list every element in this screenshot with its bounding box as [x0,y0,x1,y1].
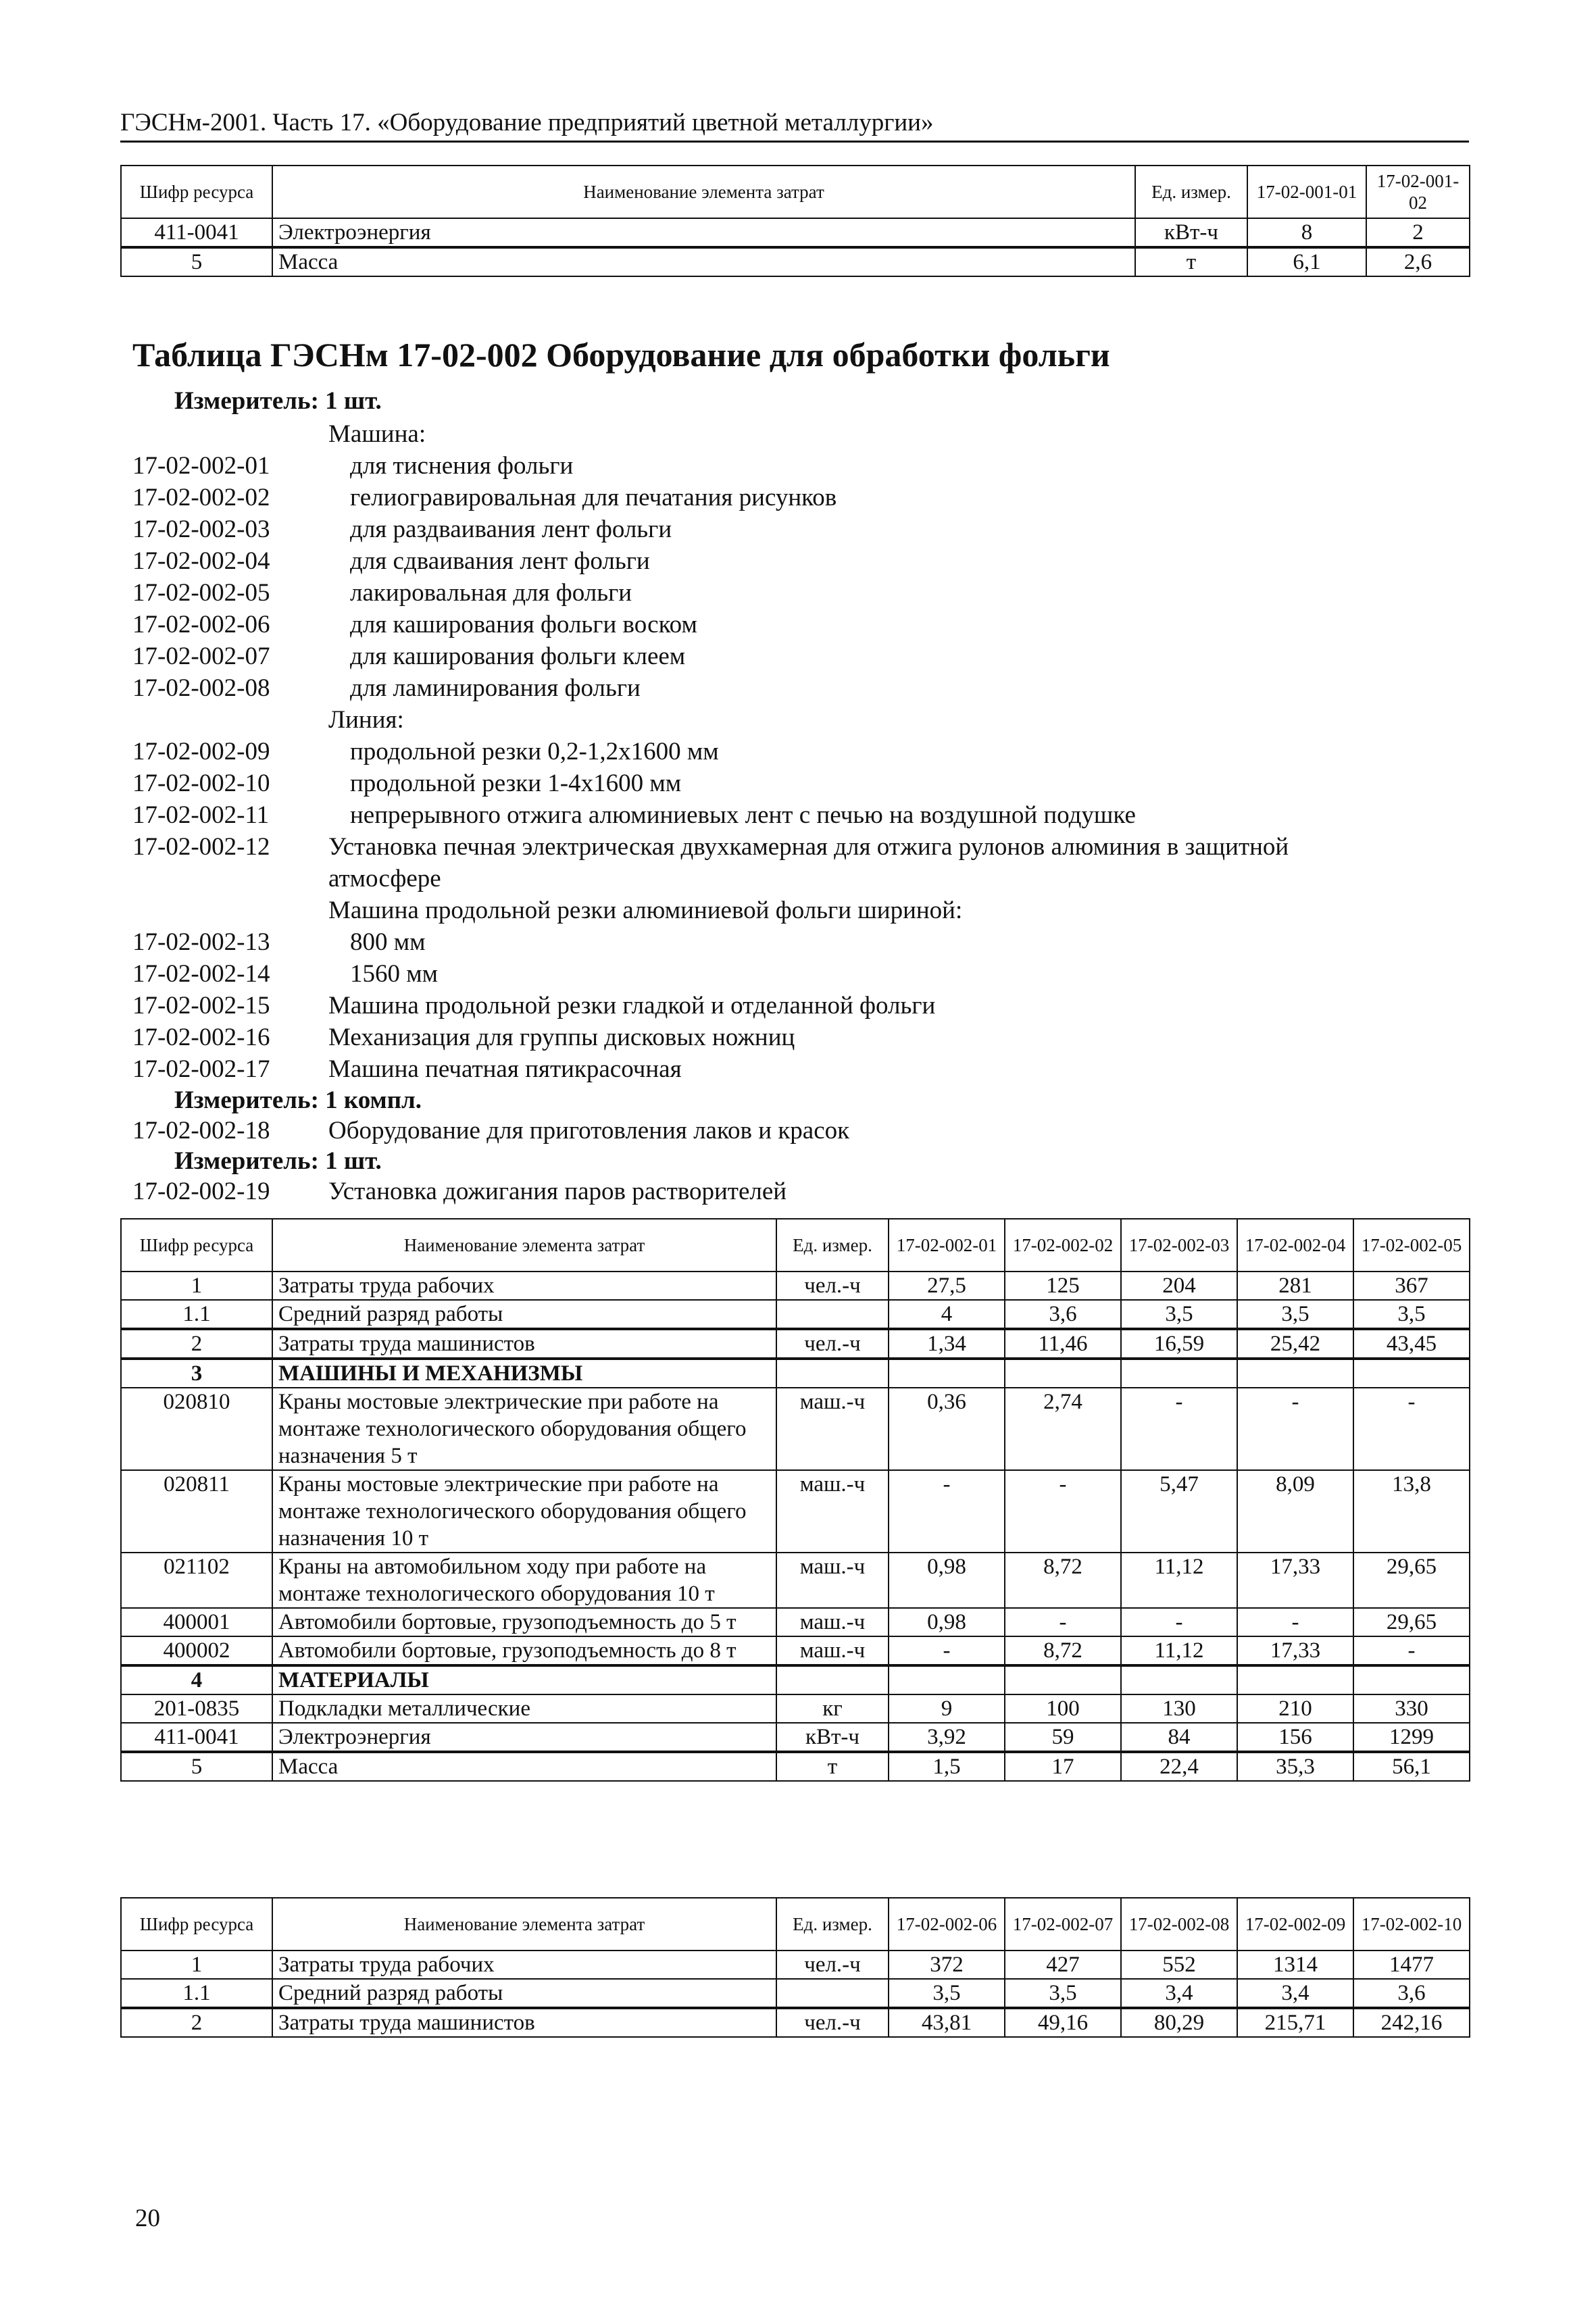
item-code: 17-02-002-01 [132,452,270,480]
cell-value: 25,42 [1237,1329,1353,1359]
col-header-code: Шифр ресурса [121,166,272,218]
cell-name: Электроэнергия [272,1723,776,1752]
cell-value: 35,3 [1237,1752,1353,1781]
item-text: для каширования фольги клеем [350,643,686,670]
table-row [121,247,1470,276]
cell-code: 1.1 [121,1979,272,2008]
item-code: 17-02-002-12 [132,833,270,861]
item-text: продольной резки 1-4х1600 мм [350,770,682,797]
cell-value: 11,46 [1005,1329,1121,1359]
cell-code: 5 [121,247,272,276]
cell-name: Автомобили бортовые, грузоподъемность до 8 т [272,1636,776,1665]
item-text: 1560 мм [350,960,439,988]
cell-value: 80,29 [1121,2008,1237,2037]
item-code: 17-02-002-19 [132,1178,270,1205]
cell-name: Масса [272,1752,776,1781]
col-header-unit: Ед. измер. [776,1898,889,1951]
item-code: 17-02-002-05 [132,579,270,607]
cell-name: Краны мостовые электрические при работе на монтаже технологического оборудования общего назначения 5 т [272,1388,776,1470]
item-text: Линия: [328,706,404,734]
col-header-norm: 17-02-002-05 [1353,1219,1470,1272]
col-header-norm: 17-02-002-04 [1237,1219,1353,1272]
col-header-norm: 17-02-002-07 [1005,1898,1121,1951]
cell-value: 1,34 [889,1329,1005,1359]
cell-name: Средний разряд работы [272,1979,776,2008]
item-code: 17-02-002-09 [132,738,270,765]
cell-value: - [1237,1388,1353,1470]
meter-label: Измеритель: 1 шт. [174,1147,382,1175]
cell-value: 17,33 [1237,1553,1353,1608]
cell-code: 411-0041 [121,218,272,247]
table-section-row [121,1665,1470,1694]
cell-value: 27,5 [889,1272,1005,1300]
cell-unit: маш.-ч [776,1608,889,1636]
cell-value: 1314 [1237,1951,1353,1979]
item-text: для раздваивания лент фольги [350,515,672,543]
cell-value: 210 [1237,1694,1353,1723]
cell-empty [1121,1665,1237,1694]
cell-code: 2 [121,2008,272,2037]
table-row [121,218,1470,247]
cell-value: 13,8 [1353,1470,1470,1553]
col-header-name: Наименование элемента затрат [272,166,1135,218]
cell-code: 1.1 [121,1300,272,1329]
cell-unit [776,1979,889,2008]
cell-value: 100 [1005,1694,1121,1723]
cell-empty [1237,1665,1353,1694]
table-row [121,1300,1470,1329]
cell-empty [889,1665,1005,1694]
cell-name: Затраты труда рабочих [272,1951,776,1979]
cell-value: - [1005,1608,1121,1636]
col-header-unit: Ед. измер. [776,1219,889,1272]
cell-code: 400001 [121,1608,272,1636]
cell-value: 3,92 [889,1723,1005,1752]
cell-value: 29,65 [1353,1553,1470,1608]
item-text: продольной резки 0,2-1,2х1600 мм [350,738,719,765]
cell-unit: маш.-ч [776,1388,889,1470]
header-rule [120,141,1469,143]
col-header-unit: Ед. измер. [1135,166,1247,218]
cell-code: 021102 [121,1553,272,1608]
col-header-norm: 17-02-001-01 [1247,166,1366,218]
section-title: МАТЕРИАЛЫ [272,1665,776,1694]
table-row [121,1553,1470,1608]
cell-value: 330 [1353,1694,1470,1723]
cell-empty [1353,1359,1470,1388]
cell-value: 367 [1353,1272,1470,1300]
item-code: 17-02-002-14 [132,960,270,988]
cell-unit: маш.-ч [776,1470,889,1553]
col-header-norm: 17-02-002-10 [1353,1898,1470,1951]
table-continuation [120,165,1470,277]
cell-value: - [1121,1388,1237,1470]
cell-unit: кВт-ч [1135,218,1247,247]
cell-empty [1353,1665,1470,1694]
cell-value: 8 [1247,218,1366,247]
item-code: 17-02-002-03 [132,515,270,543]
table-row [121,1608,1470,1636]
cell-empty [889,1359,1005,1388]
item-text: Установка дожигания паров растворителей [328,1178,787,1205]
cell-empty [1005,1359,1121,1388]
cell-value: 3,6 [1353,1979,1470,2008]
table-row [121,1752,1470,1781]
meter-label: Измеритель: 1 компл. [174,1086,422,1114]
cell-value: 3,5 [1005,1979,1121,2008]
item-code: 17-02-002-06 [132,611,270,638]
col-header-norm: 17-02-002-09 [1237,1898,1353,1951]
cell-empty [776,1665,889,1694]
cell-value: 125 [1005,1272,1121,1300]
item-text: Машина: [328,420,426,448]
cell-value: 17 [1005,1752,1121,1781]
cell-value: 5,47 [1121,1470,1237,1553]
item-code: 17-02-002-13 [132,928,270,956]
cell-value: 22,4 [1121,1752,1237,1781]
col-header-norm: 17-02-002-08 [1121,1898,1237,1951]
col-header-code: Шифр ресурса [121,1898,272,1951]
item-code: 17-02-002-02 [132,484,270,511]
cell-value: 6,1 [1247,247,1366,276]
col-header-code: Шифр ресурса [121,1219,272,1272]
cell-value: 3,5 [1121,1300,1237,1329]
item-text: для сдваивания лент фольги [350,547,650,575]
cell-value: 242,16 [1353,2008,1470,2037]
item-code: 17-02-002-17 [132,1055,270,1083]
table-row [121,1329,1470,1359]
item-code: 17-02-002-18 [132,1117,270,1145]
item-text: гелиогравировальная для печатания рисунков [350,484,837,511]
cell-name: Электроэнергия [272,218,1135,247]
item-text: лакировальная для фольги [350,579,632,607]
col-header-norm: 17-02-002-01 [889,1219,1005,1272]
cell-unit: кВт-ч [776,1723,889,1752]
cell-name: Масса [272,247,1135,276]
col-header-name: Наименование элемента затрат [272,1219,776,1272]
cell-unit: т [1135,247,1247,276]
cell-value: 16,59 [1121,1329,1237,1359]
cell-value: 11,12 [1121,1553,1237,1608]
item-text: 800 мм [350,928,426,956]
cell-value: 3,5 [1237,1300,1353,1329]
table-section-row [121,1359,1470,1388]
item-code: 17-02-002-11 [132,801,270,829]
cell-value: 372 [889,1951,1005,1979]
col-header-norm: 17-02-002-06 [889,1898,1005,1951]
cell-code: 020810 [121,1388,272,1470]
item-text: Оборудование для приготовления лаков и красок [328,1117,850,1145]
cell-value: 11,12 [1121,1636,1237,1665]
cell-code: 1 [121,1272,272,1300]
cell-value: - [1353,1636,1470,1665]
table-row [121,1694,1470,1723]
cell-value: - [1237,1608,1353,1636]
cell-value: 1477 [1353,1951,1470,1979]
cell-value: - [889,1470,1005,1553]
cell-empty [1005,1665,1121,1694]
item-code: 17-02-002-15 [132,992,270,1020]
item-text: Машина продольной резки алюминиевой фольги шириной: [328,897,963,924]
cell-name: Подкладки металлические [272,1694,776,1723]
section-title: МАШИНЫ И МЕХАНИЗМЫ [272,1359,776,1388]
cell-code: 5 [121,1752,272,1781]
cell-name: Средний разряд работы [272,1300,776,1329]
item-text: Машина продольной резки гладкой и отделанной фольги [328,992,936,1020]
item-text: непрерывного отжига алюминиевых лент с печью на воздушной подушке [350,801,1136,829]
table-row [121,1979,1470,2008]
cell-value: 2,74 [1005,1388,1121,1470]
resources-table-1 [120,1218,1470,1782]
cell-value: 0,36 [889,1388,1005,1470]
cell-value: 3,6 [1005,1300,1121,1329]
cell-value: 0,98 [889,1553,1005,1608]
cell-value: 281 [1237,1272,1353,1300]
item-code: 17-02-002-10 [132,770,270,797]
item-text: для ламинирования фольги [350,674,641,702]
cell-value: 4 [889,1300,1005,1329]
cell-value: 8,09 [1237,1470,1353,1553]
cell-value: 0,98 [889,1608,1005,1636]
item-text: Машина печатная пятикрасочная [328,1055,682,1083]
cell-name: Автомобили бортовые, грузоподъемность до 5 т [272,1608,776,1636]
cell-unit: маш.-ч [776,1553,889,1608]
cell-value: - [1353,1388,1470,1470]
cell-code: 2 [121,1329,272,1359]
running-header: ГЭСНм-2001. Часть 17. «Оборудование предприятий цветной металлургии» [120,109,934,136]
table-row [121,2008,1470,2037]
col-header-name: Наименование элемента затрат [272,1898,776,1951]
col-header-norm: 17-02-002-02 [1005,1219,1121,1272]
cell-name: Краны мостовые электрические при работе на монтаже технологического оборудования общего назначения 10 т [272,1470,776,1553]
cell-unit: чел.-ч [776,1951,889,1979]
cell-value: 8,72 [1005,1636,1121,1665]
cell-empty [776,1359,889,1388]
cell-code: 020811 [121,1470,272,1553]
cell-value: - [1121,1608,1237,1636]
cell-value: 204 [1121,1272,1237,1300]
col-header-norm: 17-02-001-02 [1366,166,1470,218]
item-text: Механизация для группы дисковых ножниц [328,1024,795,1051]
cell-code: 411-0041 [121,1723,272,1752]
cell-value: - [1005,1470,1121,1553]
item-text: для тиснения фольги [350,452,574,480]
cell-empty [1237,1359,1353,1388]
item-code: 17-02-002-04 [132,547,270,575]
cell-value: 3,4 [1121,1979,1237,2008]
cell-value: 8,72 [1005,1553,1121,1608]
cell-unit [776,1300,889,1329]
table-row [121,1951,1470,1979]
item-text: для каширования фольги воском [350,611,697,638]
cell-value: 2,6 [1366,247,1470,276]
table-row [121,1723,1470,1752]
table-row [121,1388,1470,1470]
cell-name: Затраты труда машинистов [272,2008,776,2037]
table-row [121,1272,1470,1300]
cell-value: 29,65 [1353,1608,1470,1636]
cell-unit: кг [776,1694,889,1723]
page-number: 20 [135,2205,160,2232]
cell-value: 3,4 [1237,1979,1353,2008]
cell-value: 9 [889,1694,1005,1723]
cell-value: 43,45 [1353,1329,1470,1359]
cell-name: Краны на автомобильном ходу при работе на монтаже технологического оборудования 10 т [272,1553,776,1608]
cell-code: 201-0835 [121,1694,272,1723]
item-text: атмосфере [328,865,441,892]
item-code: 17-02-002-08 [132,674,270,702]
cell-value: 552 [1121,1951,1237,1979]
cell-value: 215,71 [1237,2008,1353,2037]
cell-code: 3 [121,1359,272,1388]
resources-table-2 [120,1897,1470,2038]
item-text: Установка печная электрическая двухкамерная для отжига рулонов алюминия в защитной [328,833,1289,861]
cell-value: 49,16 [1005,2008,1121,2037]
cell-value: 156 [1237,1723,1353,1752]
cell-value: 3,5 [889,1979,1005,2008]
table-row [121,1636,1470,1665]
item-code: 17-02-002-07 [132,643,270,670]
cell-code: 1 [121,1951,272,1979]
cell-value: 84 [1121,1723,1237,1752]
cell-code: 400002 [121,1636,272,1665]
col-header-norm: 17-02-002-03 [1121,1219,1237,1272]
cell-code: 4 [121,1665,272,1694]
cell-name: Затраты труда машинистов [272,1329,776,1359]
cell-value: 427 [1005,1951,1121,1979]
cell-value: 17,33 [1237,1636,1353,1665]
cell-value: 59 [1005,1723,1121,1752]
cell-value: - [889,1636,1005,1665]
table-title: Таблица ГЭСНм 17-02-002 Оборудование для обработки фольги [132,336,1110,374]
meter-label: Измеритель: 1 шт. [174,387,382,415]
cell-value: 43,81 [889,2008,1005,2037]
item-code: 17-02-002-16 [132,1024,270,1051]
cell-unit: т [776,1752,889,1781]
cell-unit: чел.-ч [776,1272,889,1300]
cell-unit: чел.-ч [776,1329,889,1359]
cell-unit: маш.-ч [776,1636,889,1665]
cell-empty [1121,1359,1237,1388]
cell-name: Затраты труда рабочих [272,1272,776,1300]
cell-value: 130 [1121,1694,1237,1723]
cell-value: 56,1 [1353,1752,1470,1781]
cell-unit: чел.-ч [776,2008,889,2037]
cell-value: 3,5 [1353,1300,1470,1329]
cell-value: 2 [1366,218,1470,247]
cell-value: 1,5 [889,1752,1005,1781]
cell-value: 1299 [1353,1723,1470,1752]
table-row [121,1470,1470,1553]
